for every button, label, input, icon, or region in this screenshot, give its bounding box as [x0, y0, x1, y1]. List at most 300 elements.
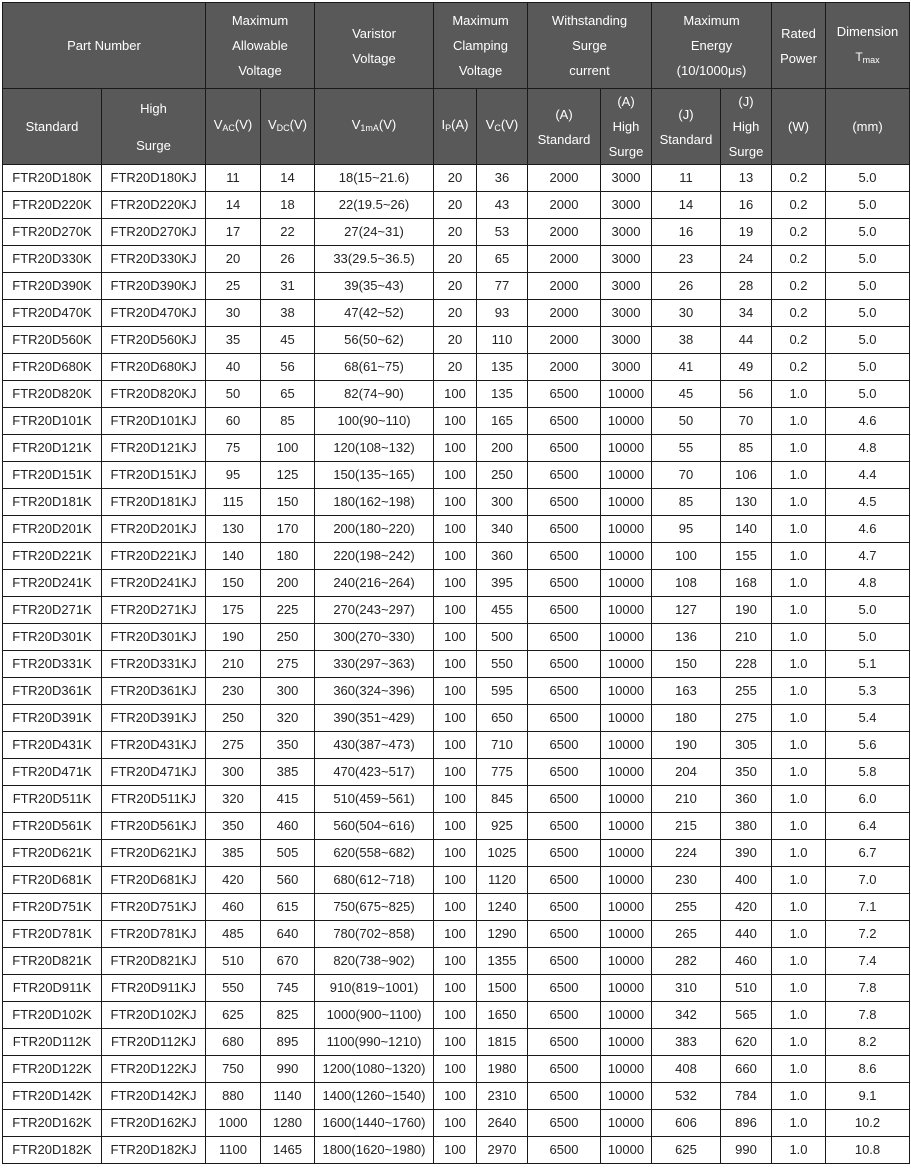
cell-dimension: 5.0 — [826, 381, 910, 408]
cell-part-high-surge: FTR20D221KJ — [102, 543, 206, 570]
cell-dimension: 5.0 — [826, 624, 910, 651]
table-body — [3, 165, 910, 1164]
cell-ip: 100 — [434, 1110, 477, 1137]
cell-energy-high: 70 — [721, 408, 772, 435]
cell-rated-power: 0.2 — [772, 192, 826, 219]
cell-ip: 100 — [434, 759, 477, 786]
cell-v1ma: 82(74~90) — [315, 381, 434, 408]
cell-v1ma: 780(702~858) — [315, 921, 434, 948]
cell-surge-high: 3000 — [601, 354, 652, 381]
cell-surge-high: 10000 — [601, 1137, 652, 1164]
cell-part-standard: FTR20D301K — [3, 624, 102, 651]
header-max-allowable-voltage: Maximum Allowable Voltage — [206, 3, 315, 89]
cell-surge-standard: 6500 — [528, 1110, 601, 1137]
cell-vdc: 320 — [261, 705, 315, 732]
table-row — [3, 732, 910, 759]
cell-part-standard: FTR20D511K — [3, 786, 102, 813]
cell-vc: 36 — [477, 165, 528, 192]
cell-energy-high: 460 — [721, 948, 772, 975]
cell-energy-standard: 282 — [652, 948, 721, 975]
cell-surge-high: 10000 — [601, 759, 652, 786]
cell-vac: 175 — [206, 597, 261, 624]
cell-ip: 100 — [434, 408, 477, 435]
cell-surge-standard: 6500 — [528, 543, 601, 570]
cell-dimension: 5.8 — [826, 759, 910, 786]
cell-surge-standard: 6500 — [528, 705, 601, 732]
cell-energy-standard: 625 — [652, 1137, 721, 1164]
cell-surge-high: 3000 — [601, 300, 652, 327]
cell-vac: 190 — [206, 624, 261, 651]
cell-vac: 11 — [206, 165, 261, 192]
cell-part-high-surge: FTR20D470KJ — [102, 300, 206, 327]
table-row — [3, 651, 910, 678]
cell-vac: 750 — [206, 1056, 261, 1083]
cell-surge-high: 10000 — [601, 1110, 652, 1137]
cell-vac: 350 — [206, 813, 261, 840]
cell-surge-high: 10000 — [601, 1056, 652, 1083]
cell-part-standard: FTR20D391K — [3, 705, 102, 732]
cell-energy-standard: 215 — [652, 813, 721, 840]
cell-vac: 140 — [206, 543, 261, 570]
cell-ip: 100 — [434, 921, 477, 948]
cell-ip: 100 — [434, 840, 477, 867]
cell-vac: 60 — [206, 408, 261, 435]
cell-dimension: 4.7 — [826, 543, 910, 570]
cell-vac: 20 — [206, 246, 261, 273]
cell-rated-power: 1.0 — [772, 651, 826, 678]
cell-surge-high: 3000 — [601, 246, 652, 273]
cell-rated-power: 1.0 — [772, 381, 826, 408]
subheader-energy-standard: (J) Standard — [652, 89, 721, 165]
cell-energy-standard: 210 — [652, 786, 721, 813]
table-row — [3, 192, 910, 219]
cell-energy-standard: 108 — [652, 570, 721, 597]
cell-rated-power: 0.2 — [772, 165, 826, 192]
cell-part-high-surge: FTR20D112KJ — [102, 1029, 206, 1056]
cell-rated-power: 1.0 — [772, 408, 826, 435]
cell-vdc: 505 — [261, 840, 315, 867]
cell-surge-high: 10000 — [601, 840, 652, 867]
dimension-tmax-label: $T_{max}$ — [855, 49, 880, 65]
header-part-number: Part Number — [3, 3, 206, 89]
cell-vc: 1980 — [477, 1056, 528, 1083]
cell-ip: 20 — [434, 246, 477, 273]
cell-vc: 595 — [477, 678, 528, 705]
cell-vdc: 275 — [261, 651, 315, 678]
cell-dimension: 5.6 — [826, 732, 910, 759]
cell-energy-standard: 45 — [652, 381, 721, 408]
cell-surge-high: 10000 — [601, 543, 652, 570]
cell-part-standard: FTR20D102K — [3, 1002, 102, 1029]
cell-part-high-surge: FTR20D751KJ — [102, 894, 206, 921]
cell-surge-standard: 6500 — [528, 1137, 601, 1164]
cell-ip: 100 — [434, 651, 477, 678]
cell-rated-power: 0.2 — [772, 246, 826, 273]
cell-vc: 340 — [477, 516, 528, 543]
cell-energy-standard: 408 — [652, 1056, 721, 1083]
cell-part-standard: FTR20D112K — [3, 1029, 102, 1056]
cell-part-standard: FTR20D471K — [3, 759, 102, 786]
cell-vc: 925 — [477, 813, 528, 840]
cell-surge-standard: 6500 — [528, 462, 601, 489]
cell-vc: 775 — [477, 759, 528, 786]
cell-energy-high: 13 — [721, 165, 772, 192]
cell-vdc: 1140 — [261, 1083, 315, 1110]
cell-surge-high: 10000 — [601, 948, 652, 975]
cell-energy-high: 28 — [721, 273, 772, 300]
cell-ip: 20 — [434, 354, 477, 381]
cell-vc: 2970 — [477, 1137, 528, 1164]
cell-dimension: 5.4 — [826, 705, 910, 732]
cell-part-standard: FTR20D820K — [3, 381, 102, 408]
cell-energy-standard: 150 — [652, 651, 721, 678]
cell-energy-high: 168 — [721, 570, 772, 597]
cell-surge-high: 10000 — [601, 570, 652, 597]
header-rated-power: Rated Power — [772, 3, 826, 89]
cell-vdc: 385 — [261, 759, 315, 786]
cell-part-standard: FTR20D181K — [3, 489, 102, 516]
cell-energy-high: 210 — [721, 624, 772, 651]
cell-vac: 150 — [206, 570, 261, 597]
cell-energy-standard: 255 — [652, 894, 721, 921]
cell-vc: 110 — [477, 327, 528, 354]
cell-dimension: 5.0 — [826, 192, 910, 219]
cell-energy-standard: 70 — [652, 462, 721, 489]
cell-part-standard: FTR20D201K — [3, 516, 102, 543]
cell-surge-high: 10000 — [601, 813, 652, 840]
cell-surge-standard: 6500 — [528, 894, 601, 921]
table-row — [3, 1002, 910, 1029]
cell-v1ma: 1000(900~1100) — [315, 1002, 434, 1029]
cell-energy-high: 19 — [721, 219, 772, 246]
subheader-dimension-unit: (mm) — [826, 89, 910, 165]
cell-dimension: 7.4 — [826, 948, 910, 975]
cell-surge-high: 10000 — [601, 867, 652, 894]
cell-vdc: 250 — [261, 624, 315, 651]
table-row — [3, 597, 910, 624]
cell-surge-high: 10000 — [601, 921, 652, 948]
table-row — [3, 570, 910, 597]
cell-part-standard: FTR20D751K — [3, 894, 102, 921]
table-row — [3, 786, 910, 813]
cell-surge-standard: 6500 — [528, 948, 601, 975]
cell-rated-power: 1.0 — [772, 1056, 826, 1083]
cell-part-standard: FTR20D220K — [3, 192, 102, 219]
cell-vac: 510 — [206, 948, 261, 975]
cell-dimension: 5.0 — [826, 327, 910, 354]
cell-v1ma: 200(180~220) — [315, 516, 434, 543]
cell-v1ma: 1400(1260~1540) — [315, 1083, 434, 1110]
cell-vc: 135 — [477, 354, 528, 381]
cell-surge-high: 10000 — [601, 381, 652, 408]
table-row — [3, 921, 910, 948]
cell-vdc: 31 — [261, 273, 315, 300]
table-row — [3, 327, 910, 354]
cell-rated-power: 1.0 — [772, 894, 826, 921]
cell-surge-high: 3000 — [601, 192, 652, 219]
cell-v1ma: 510(459~561) — [315, 786, 434, 813]
cell-part-high-surge: FTR20D271KJ — [102, 597, 206, 624]
cell-rated-power: 0.2 — [772, 327, 826, 354]
cell-energy-standard: 23 — [652, 246, 721, 273]
cell-energy-high: 350 — [721, 759, 772, 786]
cell-dimension: 5.0 — [826, 219, 910, 246]
cell-energy-standard: 127 — [652, 597, 721, 624]
cell-v1ma: 300(270~330) — [315, 624, 434, 651]
cell-vc: 250 — [477, 462, 528, 489]
cell-surge-standard: 6500 — [528, 651, 601, 678]
cell-energy-standard: 606 — [652, 1110, 721, 1137]
cell-part-standard: FTR20D911K — [3, 975, 102, 1002]
subheader-high-surge: High Surge — [102, 89, 206, 165]
cell-vdc: 460 — [261, 813, 315, 840]
cell-ip: 100 — [434, 462, 477, 489]
cell-part-high-surge: FTR20D331KJ — [102, 651, 206, 678]
cell-dimension: 5.0 — [826, 165, 910, 192]
cell-rated-power: 0.2 — [772, 300, 826, 327]
cell-energy-high: 420 — [721, 894, 772, 921]
cell-surge-high: 10000 — [601, 678, 652, 705]
cell-surge-standard: 6500 — [528, 1056, 601, 1083]
cell-vac: 485 — [206, 921, 261, 948]
cell-energy-high: 620 — [721, 1029, 772, 1056]
cell-part-high-surge: FTR20D180KJ — [102, 165, 206, 192]
subheader-surge-standard: (A) Standard — [528, 89, 601, 165]
cell-part-high-surge: FTR20D122KJ — [102, 1056, 206, 1083]
cell-ip: 100 — [434, 948, 477, 975]
cell-surge-high: 10000 — [601, 1029, 652, 1056]
cell-surge-standard: 2000 — [528, 165, 601, 192]
cell-surge-standard: 2000 — [528, 327, 601, 354]
cell-vac: 230 — [206, 678, 261, 705]
cell-dimension: 5.0 — [826, 597, 910, 624]
table-row — [3, 516, 910, 543]
cell-ip: 100 — [434, 867, 477, 894]
cell-rated-power: 0.2 — [772, 219, 826, 246]
cell-rated-power: 1.0 — [772, 1029, 826, 1056]
cell-dimension: 5.0 — [826, 354, 910, 381]
cell-vdc: 560 — [261, 867, 315, 894]
cell-ip: 100 — [434, 516, 477, 543]
cell-vdc: 65 — [261, 381, 315, 408]
cell-dimension: 5.1 — [826, 651, 910, 678]
header-withstanding-surge-current: Withstanding Surge current — [528, 3, 652, 89]
cell-surge-standard: 6500 — [528, 840, 601, 867]
cell-energy-high: 16 — [721, 192, 772, 219]
cell-v1ma: 470(423~517) — [315, 759, 434, 786]
cell-vc: 53 — [477, 219, 528, 246]
cell-part-high-surge: FTR20D162KJ — [102, 1110, 206, 1137]
cell-surge-standard: 6500 — [528, 921, 601, 948]
cell-energy-high: 660 — [721, 1056, 772, 1083]
table-row — [3, 759, 910, 786]
cell-v1ma: 56(50~62) — [315, 327, 434, 354]
cell-energy-standard: 163 — [652, 678, 721, 705]
cell-energy-standard: 532 — [652, 1083, 721, 1110]
cell-surge-standard: 6500 — [528, 759, 601, 786]
cell-ip: 100 — [434, 975, 477, 1002]
cell-energy-high: 990 — [721, 1137, 772, 1164]
cell-surge-standard: 6500 — [528, 1029, 601, 1056]
cell-energy-standard: 190 — [652, 732, 721, 759]
cell-vc: 500 — [477, 624, 528, 651]
cell-vac: 95 — [206, 462, 261, 489]
cell-dimension: 5.0 — [826, 273, 910, 300]
cell-ip: 100 — [434, 786, 477, 813]
cell-rated-power: 1.0 — [772, 1137, 826, 1164]
table-row — [3, 246, 910, 273]
header-dimension: Dimension $T_{max}$ — [826, 3, 910, 89]
cell-energy-standard: 224 — [652, 840, 721, 867]
cell-v1ma: 820(738~902) — [315, 948, 434, 975]
cell-rated-power: 1.0 — [772, 840, 826, 867]
cell-part-high-surge: FTR20D181KJ — [102, 489, 206, 516]
cell-part-high-surge: FTR20D142KJ — [102, 1083, 206, 1110]
cell-rated-power: 0.2 — [772, 273, 826, 300]
cell-vc: 135 — [477, 381, 528, 408]
cell-rated-power: 1.0 — [772, 597, 826, 624]
cell-dimension: 4.6 — [826, 408, 910, 435]
cell-rated-power: 1.0 — [772, 624, 826, 651]
table-row — [3, 273, 910, 300]
cell-v1ma: 360(324~396) — [315, 678, 434, 705]
cell-vac: 35 — [206, 327, 261, 354]
header-row-sub — [3, 89, 910, 165]
varistor-spec-table — [2, 2, 910, 1164]
cell-vc: 395 — [477, 570, 528, 597]
cell-part-high-surge: FTR20D241KJ — [102, 570, 206, 597]
cell-surge-standard: 2000 — [528, 219, 601, 246]
cell-vc: 710 — [477, 732, 528, 759]
cell-v1ma: 27(24~31) — [315, 219, 434, 246]
cell-energy-high: 360 — [721, 786, 772, 813]
cell-energy-high: 56 — [721, 381, 772, 408]
cell-dimension: 7.0 — [826, 867, 910, 894]
cell-energy-high: 34 — [721, 300, 772, 327]
cell-energy-standard: 310 — [652, 975, 721, 1002]
table-row — [3, 165, 910, 192]
cell-v1ma: 240(216~264) — [315, 570, 434, 597]
cell-vc: 1500 — [477, 975, 528, 1002]
cell-v1ma: 1600(1440~1760) — [315, 1110, 434, 1137]
cell-vdc: 100 — [261, 435, 315, 462]
cell-part-standard: FTR20D241K — [3, 570, 102, 597]
cell-ip: 100 — [434, 1137, 477, 1164]
cell-rated-power: 1.0 — [772, 489, 826, 516]
cell-dimension: 6.0 — [826, 786, 910, 813]
cell-surge-high: 10000 — [601, 1002, 652, 1029]
cell-part-high-surge: FTR20D560KJ — [102, 327, 206, 354]
cell-energy-standard: 342 — [652, 1002, 721, 1029]
cell-part-standard: FTR20D271K — [3, 597, 102, 624]
cell-energy-high: 896 — [721, 1110, 772, 1137]
cell-vdc: 14 — [261, 165, 315, 192]
table-row — [3, 1110, 910, 1137]
table-row — [3, 219, 910, 246]
cell-ip: 20 — [434, 273, 477, 300]
subheader-energy-high: (J) High Surge — [721, 89, 772, 165]
cell-v1ma: 39(35~43) — [315, 273, 434, 300]
cell-surge-standard: 2000 — [528, 246, 601, 273]
cell-ip: 100 — [434, 1002, 477, 1029]
cell-vc: 650 — [477, 705, 528, 732]
cell-ip: 100 — [434, 435, 477, 462]
cell-part-standard: FTR20D560K — [3, 327, 102, 354]
cell-vac: 300 — [206, 759, 261, 786]
cell-energy-standard: 11 — [652, 165, 721, 192]
cell-rated-power: 1.0 — [772, 435, 826, 462]
cell-surge-high: 10000 — [601, 435, 652, 462]
cell-dimension: 5.0 — [826, 300, 910, 327]
cell-ip: 100 — [434, 678, 477, 705]
cell-rated-power: 1.0 — [772, 786, 826, 813]
cell-vac: 75 — [206, 435, 261, 462]
cell-rated-power: 1.0 — [772, 813, 826, 840]
cell-part-standard: FTR20D122K — [3, 1056, 102, 1083]
table-row — [3, 462, 910, 489]
cell-dimension: 4.8 — [826, 570, 910, 597]
cell-rated-power: 1.0 — [772, 462, 826, 489]
cell-rated-power: 1.0 — [772, 975, 826, 1002]
cell-vdc: 170 — [261, 516, 315, 543]
cell-part-standard: FTR20D101K — [3, 408, 102, 435]
cell-part-standard: FTR20D821K — [3, 948, 102, 975]
table-row — [3, 1029, 910, 1056]
table-row — [3, 624, 910, 651]
subheader-vc: $V_C(V)$ — [477, 89, 528, 165]
subheader-vac: $V_{AC}(V)$ — [206, 89, 261, 165]
cell-vc: 1815 — [477, 1029, 528, 1056]
cell-surge-standard: 6500 — [528, 435, 601, 462]
cell-part-high-surge: FTR20D680KJ — [102, 354, 206, 381]
cell-ip: 100 — [434, 543, 477, 570]
cell-energy-high: 400 — [721, 867, 772, 894]
cell-energy-standard: 100 — [652, 543, 721, 570]
cell-energy-standard: 16 — [652, 219, 721, 246]
table-row — [3, 678, 910, 705]
cell-vdc: 125 — [261, 462, 315, 489]
cell-surge-standard: 6500 — [528, 786, 601, 813]
subheader-v1ma: $V_{1mA}(V)$ — [315, 89, 434, 165]
cell-energy-standard: 95 — [652, 516, 721, 543]
cell-part-standard: FTR20D431K — [3, 732, 102, 759]
cell-rated-power: 1.0 — [772, 678, 826, 705]
cell-part-high-surge: FTR20D182KJ — [102, 1137, 206, 1164]
cell-part-high-surge: FTR20D151KJ — [102, 462, 206, 489]
cell-v1ma: 1800(1620~1980) — [315, 1137, 434, 1164]
table-row — [3, 543, 910, 570]
cell-part-high-surge: FTR20D471KJ — [102, 759, 206, 786]
cell-vac: 1000 — [206, 1110, 261, 1137]
cell-part-standard: FTR20D361K — [3, 678, 102, 705]
cell-energy-standard: 204 — [652, 759, 721, 786]
cell-vac: 30 — [206, 300, 261, 327]
subheader-surge-high: (A) High Surge — [601, 89, 652, 165]
cell-vac: 320 — [206, 786, 261, 813]
cell-ip: 100 — [434, 732, 477, 759]
cell-vac: 880 — [206, 1083, 261, 1110]
cell-vdc: 640 — [261, 921, 315, 948]
cell-ip: 100 — [434, 894, 477, 921]
cell-energy-high: 305 — [721, 732, 772, 759]
cell-part-standard: FTR20D162K — [3, 1110, 102, 1137]
cell-ip: 100 — [434, 1083, 477, 1110]
cell-vc: 1240 — [477, 894, 528, 921]
cell-dimension: 6.4 — [826, 813, 910, 840]
cell-vdc: 225 — [261, 597, 315, 624]
cell-ip: 100 — [434, 489, 477, 516]
cell-rated-power: 1.0 — [772, 759, 826, 786]
